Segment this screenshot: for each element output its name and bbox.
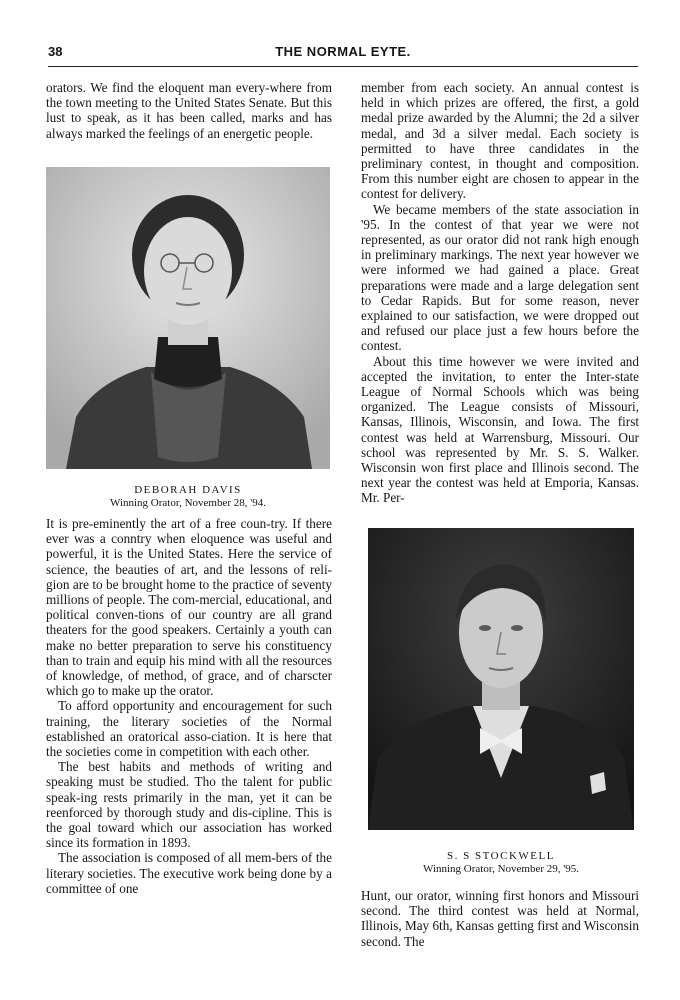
page-number: 38: [48, 44, 63, 59]
running-header: [48, 44, 638, 64]
caption-s-s-stockwell: [368, 850, 634, 876]
body-paragraph: The best habits and methods of writing and speaking must be studied. Tho the talent for public speak-ing rests primarily in the man, yet it can be reenforced by thorough study and dis-cipline. This is the goal toward which our association has worked since its formation in 1893.: [46, 759, 332, 851]
right-column-bottom: [361, 888, 639, 952]
portrait-image: [368, 528, 634, 830]
left-column-top: [46, 80, 332, 152]
body-paragraph: To afford opportunity and encouragement for such training, the literary societies of the Normal established an oratorical asso-ciation. It is here that the societies come in competition with each other.: [46, 698, 332, 760]
caption-name: S. S STOCKWELL: [447, 850, 555, 862]
portrait-deborah-davis: [46, 167, 330, 469]
right-column-top: [361, 80, 639, 512]
caption-name: DEBORAH DAVIS: [134, 484, 242, 496]
body-paragraph: Hunt, our orator, winning first honors and Missouri second. The third contest was held at Normal, Illinois, May 6th, Kansas getting first and Wisconsin second. The: [361, 888, 639, 949]
portrait-image: [46, 167, 330, 469]
left-column-bottom: [46, 516, 332, 950]
caption-subtitle: Winning Orator, November 29, '95.: [423, 863, 579, 875]
header-rule: [48, 66, 638, 67]
caption-deborah-davis: [46, 484, 330, 510]
body-paragraph: orators. We find the eloquent man every-where from the town meeting to the United States Senate. But this lust to speak, as it has been called, marks and has always marked the feelings of an energetic people.: [46, 80, 332, 141]
caption-subtitle: Winning Orator, November 28, '94.: [110, 497, 266, 509]
body-paragraph: member from each society. An annual contest is held in which prizes are offered, the first, a gold medal prize awarded by the Alumni; the 2d a silver medal, and 3d a silver medal. Each society is permitted to have three candidates in the preliminary contest, in thought and composition. From this number eight are chosen to appear in the contest for delivery.: [361, 80, 639, 202]
body-paragraph: About this time however we were invited and accepted the invitation, to enter the Inter-state League of Normal Schools which was being organized. The League consists of Missouri, Kansas, Illinois, Wisconsin, and Iowa. The first contest was held at Warrensburg, Missouri. Our school was represented by Mr. S. S. Walker. Wisconsin won first place and Illinois second. The next year the contest was held at Emporia, Kansas. Mr. Per-: [361, 353, 639, 506]
body-paragraph: We became members of the state association in '95. In the contest of that year we were not represented, as our orator did not rank high enough in preliminary markings. The next year however we were informed we had gained a place. Great preparations were made and a large delegation sent to Cedar Rapids. But for some reason, never explained to our satisfaction, we were dropped out and refused our place just a few hours before the contest.: [361, 201, 639, 354]
journal-title: THE NORMAL EYTE.: [275, 44, 411, 59]
portrait-s-s-stockwell: [368, 528, 634, 830]
body-paragraph: The association is composed of all mem-bers of the literary societies. The executive work being done by a committee of one: [46, 850, 332, 896]
body-paragraph: It is pre-eminently the art of a free coun-try. If there ever was a conntry when eloquence was useful and powerful, it is the United States. Here the service of science, the beauties of art, and the lessons of reli-gion are to be brought home to the practice of seventy millions of people. The com-mercial, educational, and political conven-tions of our country are all grand theaters for the good speakers. Certainly a youth can make no better preparation to serve his constituency than to train and equip his mind with all the resources of knowledge, of method, of grace, and of charscter which go to make up the orator.: [46, 516, 332, 699]
